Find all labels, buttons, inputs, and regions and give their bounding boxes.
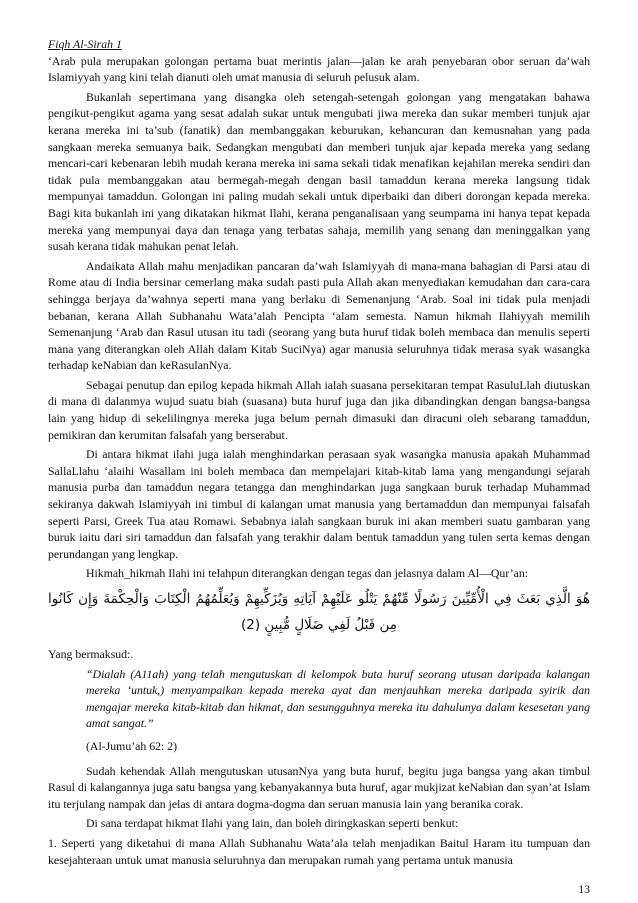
running-header: Fiqh Al-Sirah 1 [48, 37, 122, 51]
document-page [48, 36, 590, 871]
meaning-label: Yang bermaksud:. [48, 647, 134, 661]
verse-translation: “Dialah (A11ah) yang telah mengutuskan di kelompok buta huruf seorang utusan daripada kalangan mereka ‘untuk,) menyampaikan kepada mereka ayat dan menjauhkan mereka daripada syirik dan mengajar mereka kitab-kitab dan hikmat, dan sesungguhnya mereka itu dahulunya dalam kesesetan yang amat sangat.” [86, 666, 590, 731]
paragraph-7: Sudah kehendak Allah mengutuskan utusanNya yang buta huruf, begitu juga bangsa yang akan timbul Rasul di kalangannya juga satu bangsa yang kebanyakannya buta huruf, agar mukjizat keNabian dan syan’at Islam itu terjulang nampak dan jelas di antara dogma-dogma dan seruan manusia lain yang beranika corak. [48, 763, 590, 811]
paragraph-9: 1. Seperti yang diketahui di mana Allah Subhanahu Wata’ala telah menjadikan Baitul Haram itu tumpuan dan kesejahteraan untuk umat manusia seluruhnya dan merupakan rumah yang pertama untuk manusia [48, 835, 590, 867]
paragraph-4: Sebagai penutup dan epilog kepada hikmah Allah ialah suasana persekitaran tempat RasuluLlah diutuskan di mana di dalanmya wujud suatu biah (suasana) buta huruf juga dan jika dibandingkan dengan bangsa-bangsa lain yang hidup di sekelilingnya mereka juga belum pernah dimasuki dan diracuni oleh sebarang tamaddun, pemikiran dan kerumitan falsafah yang berserabut. [48, 377, 590, 442]
paragraph-5: Di antara hikmat ilahi juga ialah menghindarkan perasaan syak wasangka manusia apakah Muhammad SallaLlahu ‘alaihi Wasallam ini boleh membaca dan mempelajari kitab-kitab lama yang mengandungi sejarah manusia purba dan tamaddun negara tetangga dan menghindarkan juga sangkaan buruk terhadap Muhammad sekiranya dakwah Islamiyyah ini timbul di kalangan umat manusia yang bertamaddun dan mempunyai falsafah seperti Parsi, Greek Tua atau Romawi. Sebabnya ialah sangkaan buruk ini akan memberi suatu gambaran yang buruk iaitu dari siri tamaddun dan falsafah yang terakhir dalam bentuk tamaddun yang tulen serta kemas dengan perundangan yang lengkap. [48, 447, 590, 561]
paragraph-3: Andaikata Allah mahu menjadikan pancaran da’wah Islamiyyah di mana-mana bahagian di Parsi atau di Rome atau di India bersinar cemerlang maka sudah pasti pula Allah akan menyediakan kemudahan dan cara-cara sehingga berjaya da’wahnya seperti mana yang berlaku di Semenanjung ‘Arab. Soal ini tidak pula menjadi bebanan, kerana Allah Subhanahu Wata’alah Pencipta ‘alam semesta. Namun hikmah Ilahiyyah memilih Semenanjung ‘Arab dan Rasul utusan itu tadi (seorang yang buta huruf tidak boleh membaca dan menulis seperti mana yang diterangkan oleh Allah dalam Kitab SuciNya) agar manusia seluruhnya tidak merasa syak wasangka terhadap keNabian dan keRasulanNya. [48, 258, 590, 373]
paragraph-8: Di sana terdapat hikmat Ilahi yang lain, dan boleh diringkaskan seperti benkut: [86, 816, 459, 831]
paragraph-2: Bukanlah sepertimana yang disangka oleh setengah-setengah golongan yang mengatakan bahawa pengikut-pengikut agama yang sesat adalah sukar untuk mengubati jiwa mereka dan sukar memberi tunjuk ajar kerana mereka ini ta’sub (fanatik) dan membanggakan keburukan, kehancuran dan kemusnahan yang pada sangkaan mereka semuanya baik. Sedangkan mengubati dan memberi tunjuk ajar kepada mereka yang sedang mencari-cari kebenaran lebih mudah kerana mereka ini sama sekali tidak menafikan kejahilan mereka sendiri dan tidak pula membanggakan atau bermegah-megah dengan basil tamaddun kerana mereka langsung tidak mempunyai tamaddun. Golongan ini paling mudah sekali untuk diperbaiki dan diberi dorongan kepada mereka. Bagi kita bukanlah ini yang dikatakan hikmat Ilahi, kerana penganalisaan yang seumpama ini hanya tepat kepada mereka yang mempunyai daya dan tenaga yang terbatas sahaja, memilih yang senang dan meninggalkan yang susah kerana tidak mahukan penat lelah. [48, 89, 590, 254]
paragraph-6: Hikmah_hikmah Ilahi ini telahpun diterangkan dengan tegas dan jelasnya dalam Al—Qur’an: [86, 566, 529, 581]
page-number: 13 [578, 882, 590, 896]
verse-reference: (Al-Jumu’ah 62: 2) [86, 738, 178, 753]
paragraph-1: ‘Arab pula merupakan golongan pertama buat merintis jalan—jalan ke arah penyebaran obor seruan da’wah Islamiyyah yang kini telah dianuti oleh umat manusia di seluruh pelusuk alam. [48, 53, 590, 85]
arabic-verse: هُوَ الَّذِي بَعَثَ فِي الْأُمِّيِّينَ رَسُولًا مِّنْهُمْ يَتْلُو عَلَيْهِمْ آيَاتِهِ وَيُزَكِّيهِمْ وَيُعَلِّمُهُمُ الْكِتَابَ وَالْحِكْمَةَ وَإِن كَانُوا مِن قَبْلُ لَفِي ضَلَالٍ مُّبِينٍ (2) [48, 591, 590, 633]
